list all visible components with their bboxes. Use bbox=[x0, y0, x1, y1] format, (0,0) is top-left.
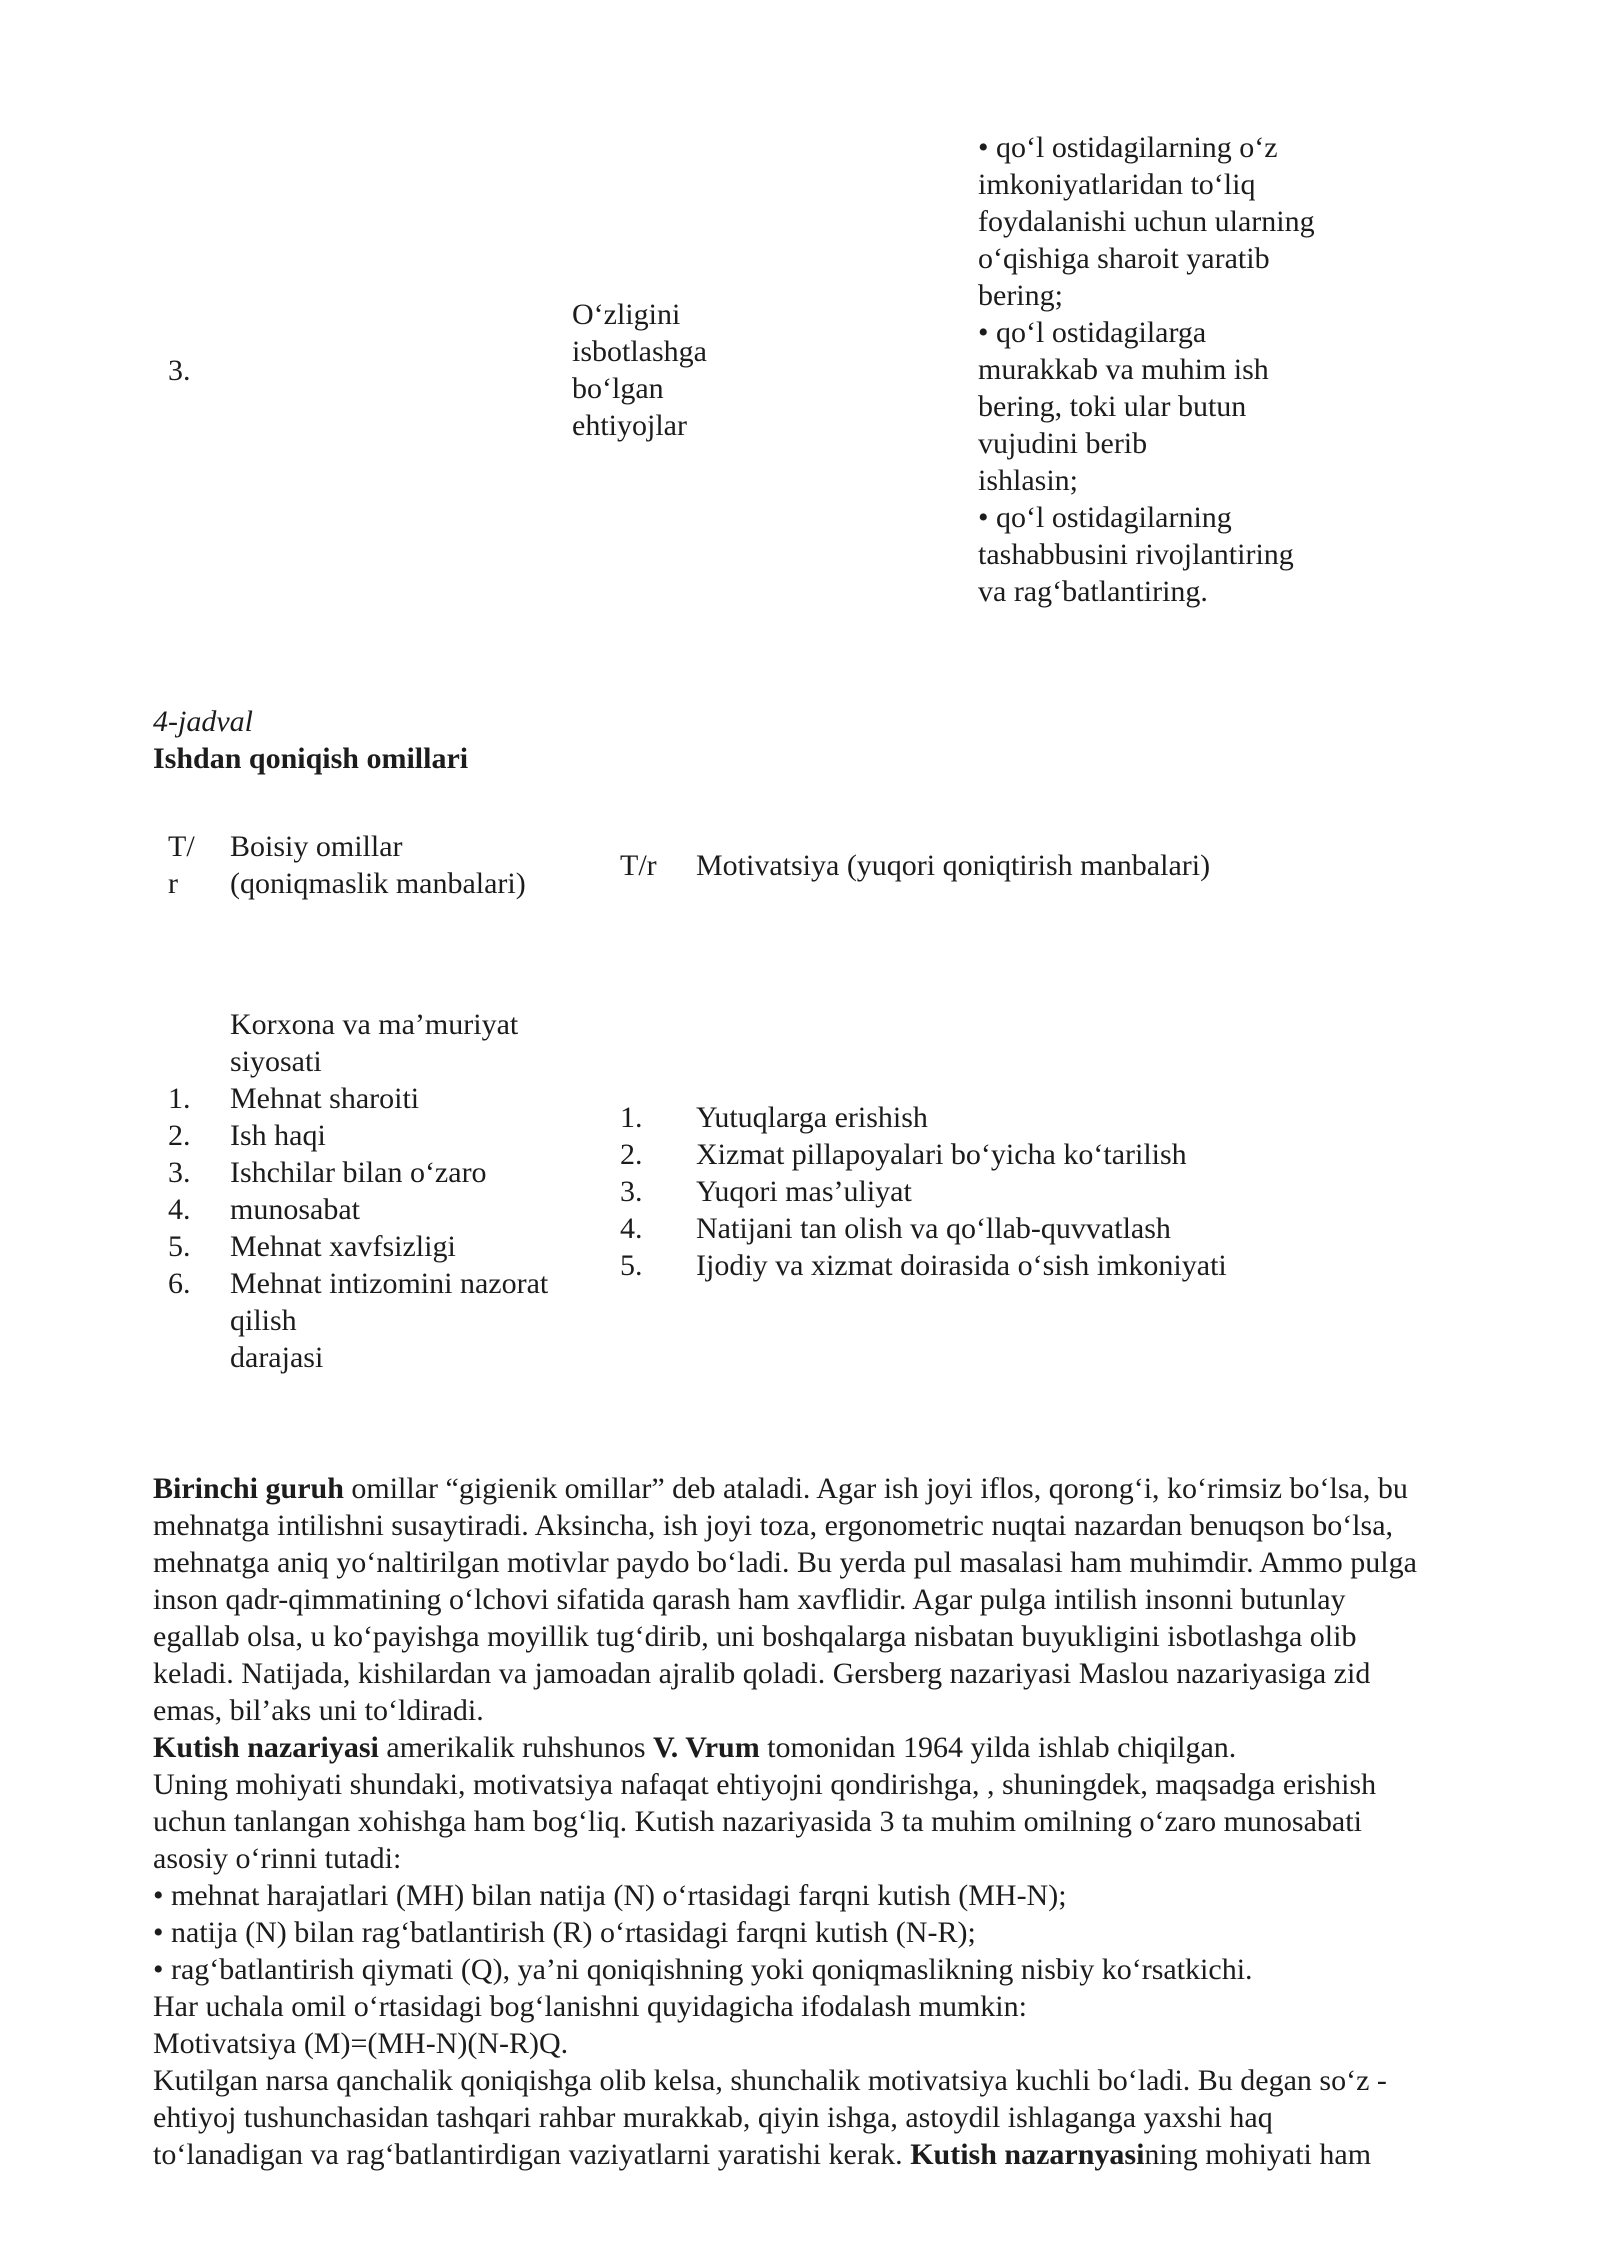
list-item: 5. Mehnat xavfsizligi bbox=[168, 1230, 456, 1263]
paragraph-line: • rag‘batlantirish qiymati (Q), ya’ni qoniqishning yoki qoniqmaslikning nisbiy ko‘rsatkichi. bbox=[153, 1953, 1253, 1986]
list-item: 2. Xizmat pillapoyalari bo‘yicha ko‘tarilish bbox=[620, 1138, 1187, 1171]
bold-term: V. Vrum bbox=[653, 1731, 760, 1764]
advice-line: va rag‘batlantiring. bbox=[978, 575, 1208, 608]
list-item: 1. Yutuqlarga erishish bbox=[620, 1101, 928, 1134]
header-tr-right: T/r bbox=[620, 849, 657, 882]
paragraph-line: mehnatga intilishni susaytiradi. Aksincha, ish joyi toza, ergonometric nuqtai nazardan benuqson bo‘lsa, bbox=[153, 1509, 1394, 1542]
need-line: bo‘lgan bbox=[572, 372, 664, 405]
need-line: O‘zligini bbox=[572, 298, 681, 331]
list-item: 3. Ishchilar bilan o‘zaro bbox=[168, 1156, 487, 1189]
paragraph-text: omillar “gigienik omillar” deb ataladi. Agar ish joyi iflos, qorong‘i, ko‘rimsiz bo‘lsa, bu bbox=[343, 1472, 1408, 1505]
header-motivation: Motivatsiya (yuqori qoniqtirish manbalari) bbox=[696, 849, 1211, 882]
paragraph-text: to‘lanadigan va rag‘batlantirdigan vaziyatlarni yaratishi kerak. bbox=[153, 2138, 911, 2171]
advice-line: imkoniyatlaridan to‘liq bbox=[978, 168, 1256, 201]
paragraph-line: ehtiyoj tushunchasidan tashqari rahbar murakkab, qiyin ishga, astoydil ishlaganga yaxshi haq bbox=[153, 2101, 1273, 2134]
bold-term: Birinchi guruh bbox=[153, 1472, 344, 1505]
header-tr-left-line: T/ bbox=[168, 830, 195, 863]
paragraph-line: Motivatsiya (M)=(MH-N)(N-R)Q. bbox=[153, 2027, 569, 2060]
motivation-factors-list bbox=[620, 1099, 1340, 1284]
hygiene-preline bbox=[230, 1006, 590, 1080]
need-category-cell bbox=[572, 296, 872, 444]
advice-line: vujudini berib bbox=[978, 427, 1148, 460]
list-item: 6. Mehnat intizomini nazorat bbox=[168, 1267, 549, 1300]
advice-line: murakkab va muhim ish bbox=[978, 353, 1269, 386]
paragraph-line: emas, bil’aks uni to‘ldiradi. bbox=[153, 1694, 484, 1727]
paragraph-line: • natija (N) bilan rag‘batlantirish (R) o‘rtasidagi farqni kutish (N-R); bbox=[153, 1916, 976, 1949]
list-item: qilish bbox=[230, 1304, 297, 1337]
advice-line: ishlasin; bbox=[978, 464, 1079, 497]
need-line: isbotlashga bbox=[572, 335, 707, 368]
list-item: 4. munosabat bbox=[168, 1193, 360, 1226]
list-item: darajasi bbox=[230, 1341, 324, 1374]
body-text bbox=[153, 1470, 1533, 2173]
hygiene-preline-text: siyosati bbox=[230, 1045, 322, 1078]
header-hygiene-line: Boisiy omillar bbox=[230, 830, 403, 863]
paragraph-line bbox=[153, 2136, 1533, 2173]
table-caption-number: 4-jadval bbox=[153, 705, 253, 738]
paragraph-line: • mehnat harajatlari (MH) bilan natija (N) o‘rtasidagi farqni kutish (MH-N); bbox=[153, 1879, 1067, 1912]
advice-line: • qo‘l ostidagilarning o‘z bbox=[978, 131, 1278, 164]
paragraph-line: egallab olsa, u ko‘payishga moyillik tug‘dirib, uni boshqalarga nisbatan buyukligini isbotlashga olib bbox=[153, 1620, 1357, 1653]
header-hygiene-factors bbox=[230, 828, 590, 902]
need-line: ehtiyojlar bbox=[572, 409, 687, 442]
paragraph-line bbox=[153, 1729, 1533, 1766]
advice-line: • qo‘l ostidagilarning bbox=[978, 501, 1232, 534]
paragraph-line: Kutilgan narsa qanchalik qoniqishga olib kelsa, shunchalik motivatsiya kuchli bo‘ladi. Bu degan so‘z - bbox=[153, 2064, 1387, 2097]
advice-line: bering, toki ular butun bbox=[978, 390, 1247, 423]
list-item: 5. Ijodiy va xizmat doirasida o‘sish imkoniyati bbox=[620, 1249, 1227, 1282]
paragraph-line: uchun tanlangan xohishga ham bog‘liq. Kutish nazariyasida 3 ta muhim omilning o‘zaro munosabati bbox=[153, 1805, 1362, 1838]
table-caption-title: Ishdan qoniqish omillari bbox=[153, 742, 469, 775]
paragraph-text: amerikalik ruhshunos bbox=[378, 1731, 653, 1764]
paragraph-line: keladi. Natijada, kishilardan va jamoadan ajralib qoladi. Gersberg nazariyasi Maslou nazariyasiga zid bbox=[153, 1657, 1371, 1690]
advice-cell bbox=[978, 129, 1398, 610]
advice-line: o‘qishiga sharoit yaratib bbox=[978, 242, 1270, 275]
list-item: 1. Mehnat sharoiti bbox=[168, 1082, 420, 1115]
paragraph-line: asosiy o‘rinni tutadi: bbox=[153, 1842, 402, 1875]
paragraph-line: Uning mohiyati shundaki, motivatsiya nafaqat ehtiyojni qondirishga, , shuningdek, maqsadga erishish bbox=[153, 1768, 1377, 1801]
header-hygiene-line: (qoniqmaslik manbalari) bbox=[230, 867, 526, 900]
list-item: 4. Natijani tan olish va qo‘llab-quvvatlash bbox=[620, 1212, 1171, 1245]
advice-line: bering; bbox=[978, 279, 1063, 312]
hygiene-factors-list bbox=[168, 1080, 608, 1376]
bold-term: Kutish nazariyasi bbox=[153, 1731, 379, 1764]
paragraph-text: ning mohiyati ham bbox=[1144, 2138, 1372, 2171]
list-item: 3. Yuqori mas’uliyat bbox=[620, 1175, 912, 1208]
header-tr-left-line: r bbox=[168, 867, 178, 900]
advice-line: tashabbusini rivojlantiring bbox=[978, 538, 1294, 571]
paragraph-line: mehnatga aniq yo‘naltirilgan motivlar paydo bo‘ladi. Bu yerda pul masalasi ham muhimdir. Ammo pulga bbox=[153, 1546, 1417, 1579]
advice-line: • qo‘l ostidagilarga bbox=[978, 316, 1207, 349]
bold-term: Kutish nazarnyasi bbox=[910, 2138, 1145, 2171]
advice-line: foydalanishi uchun ularning bbox=[978, 205, 1315, 238]
header-tr-left bbox=[168, 828, 208, 902]
hygiene-preline-text: Korxona va ma’muriyat bbox=[230, 1008, 519, 1041]
paragraph-text: tomonidan 1964 yilda ishlab chiqilgan. bbox=[759, 1731, 1237, 1764]
paragraph-line bbox=[153, 1470, 1533, 1507]
paragraph-line: Har uchala omil o‘rtasidagi bog‘lanishni quyidagicha ifodalash mumkin: bbox=[153, 1990, 1027, 2023]
list-item: 2. Ish haqi bbox=[168, 1119, 326, 1152]
paragraph-line: inson qadr-qimmatining o‘lchovi sifatida qarash ham xavflidir. Agar pulga intilish insonni butunlay bbox=[153, 1583, 1346, 1616]
table-row-number: 3. bbox=[168, 354, 191, 387]
